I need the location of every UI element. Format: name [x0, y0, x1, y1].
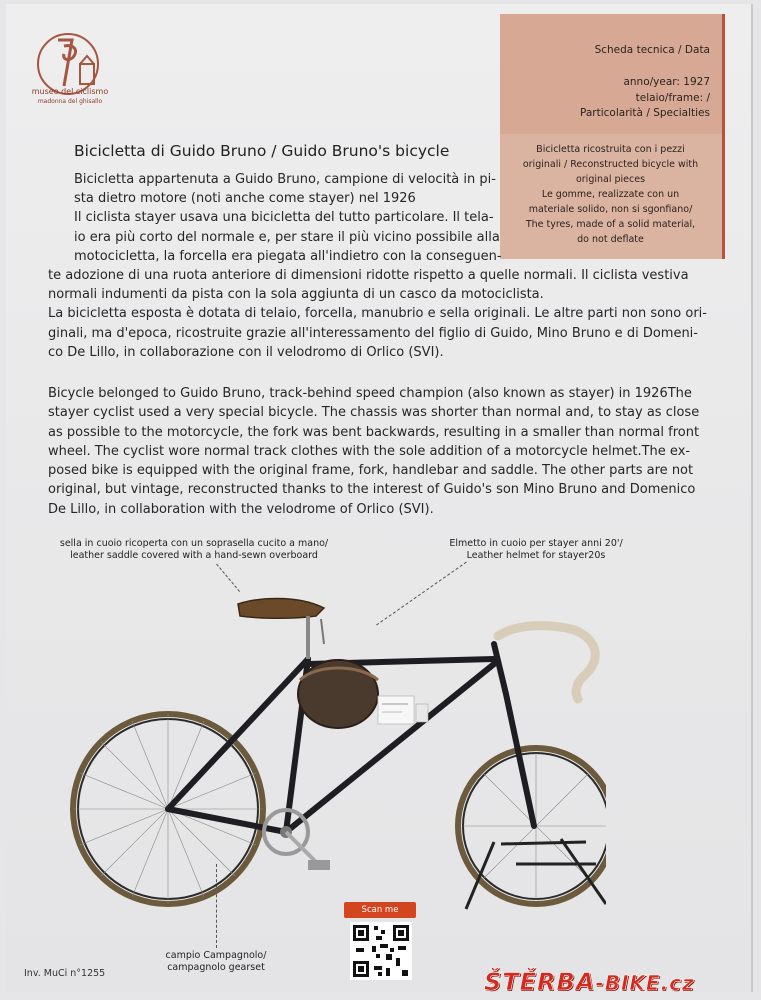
- qr-code-icon[interactable]: [350, 922, 412, 980]
- bicycle-image: [46, 564, 606, 954]
- scan-me-label: Scan me: [344, 902, 416, 918]
- helmet-note-en: Leather helmet for stayer20s: [466, 550, 606, 561]
- exhibit-panel: [6, 4, 753, 996]
- inventory-number: Inv. MuCi n°1255: [24, 968, 106, 979]
- helmet-annotation: [436, 538, 636, 562]
- gearset-note-it: campio Campagnolo/: [165, 950, 267, 961]
- data-header: Scheda tecnica / Data: [594, 44, 710, 56]
- english-line: Bicycle belonged to Guido Bruno, track-behind speed champion (also known as stayer) in 1926The: [48, 386, 692, 401]
- data-note-line: The tyres, made of a solid material,: [525, 219, 696, 230]
- italian-line: sta dietro motore (noti anche come stayer) nel 1926: [74, 191, 416, 207]
- english-line: posed bike is equipped with the original frame, fork, handlebar and saddle. The other parts are not: [48, 463, 694, 479]
- gearset-note-en: campagnolo gearset: [167, 962, 265, 973]
- logo-name: museo del ciclismo: [31, 87, 109, 96]
- italian-line: normali indumenti da pista con la sola aggiunta di un casco da motociclista.: [48, 287, 544, 303]
- watermark-domain: -BIKE.cz: [595, 971, 695, 995]
- data-note-line: originali / Reconstructed bicycle with: [522, 159, 699, 170]
- data-note-line: Le gomme, realizzate con un: [541, 189, 680, 200]
- italian-line: te adozione di una ruota anteriore di dimensioni ridotte rispetto a quelle normali. Il ciclista vestiva: [48, 268, 689, 284]
- english-line: original, but vintage, reconstructed thanks to the interest of Guido's son Mino Bruno and Domenico: [48, 482, 696, 498]
- data-specialties: Particolarità / Specialties: [580, 107, 710, 119]
- english-line: wheel. The cyclist wore normal track clothes with the sole addition of a motorcycle helmet.The ex-: [48, 443, 691, 459]
- data-note-line: do not deflate: [577, 234, 644, 245]
- italian-line: io era più corto del normale e, per stare il più vicino possibile alla: [74, 229, 500, 245]
- english-description: [48, 384, 728, 519]
- english-line: as possible to the motorcycle, the fork was bent backwards, resulting in a smaller than normal front: [48, 424, 700, 440]
- italian-line: motocicletta, la forcella era piegata all'indietro con la conseguen-: [74, 248, 502, 264]
- italian-description: [48, 170, 724, 362]
- logo-subtitle: madonna del ghisallo: [37, 98, 103, 105]
- english-line: De Lillo, in collaboration with the velodrome of Orlico (SVI).: [48, 501, 434, 517]
- data-note-line: Bicicletta ricostruita con i pezzi: [536, 144, 685, 155]
- exhibit-title: Bicicletta di Guido Bruno / Guido Bruno's bicycle: [74, 142, 450, 160]
- italian-line: La bicicletta esposta è dotata di telaio, forcella, manubrio e sella originali. Le altre parti non sono ori-: [48, 306, 707, 322]
- italian-line: Il ciclista stayer usava una bicicletta del tutto particolare. Il tela-: [74, 210, 494, 226]
- watermark: [484, 968, 695, 996]
- italian-line: Bicicletta appartenuta a Guido Bruno, campione di velocità in pi-: [74, 172, 496, 187]
- data-year: anno/year: 1927: [623, 76, 710, 88]
- italian-line: ginali, ma d'epoca, ricostruite grazie all'interessamento del figlio di Guido, Mino Bruno e di Domeni-: [48, 325, 698, 341]
- data-note-line: original pieces: [575, 174, 646, 185]
- data-note-line: materiale solido, non si sgonfiano/: [528, 204, 693, 215]
- saddle-note-it: sella in cuoio ricoperta con un soprasella cucito a mano/: [59, 538, 329, 549]
- italian-line: co De Lillo, in collaborazione con il velodromo di Orlico (SVI).: [48, 344, 444, 360]
- watermark-brand: ŠTĚRBA: [484, 968, 596, 996]
- helmet-note-it: Elmetto in cuoio per stayer anni 20'/: [449, 538, 623, 549]
- saddle-annotation: [34, 538, 354, 562]
- data-box-top: [500, 14, 722, 134]
- saddle-note-en: leather saddle covered with a hand-sewn overboard: [70, 550, 318, 561]
- data-frame: telaio/frame: /: [635, 92, 710, 104]
- english-line: stayer cyclist used a very special bicycle. The chassis was shorter than normal and, to stay as close: [48, 405, 700, 421]
